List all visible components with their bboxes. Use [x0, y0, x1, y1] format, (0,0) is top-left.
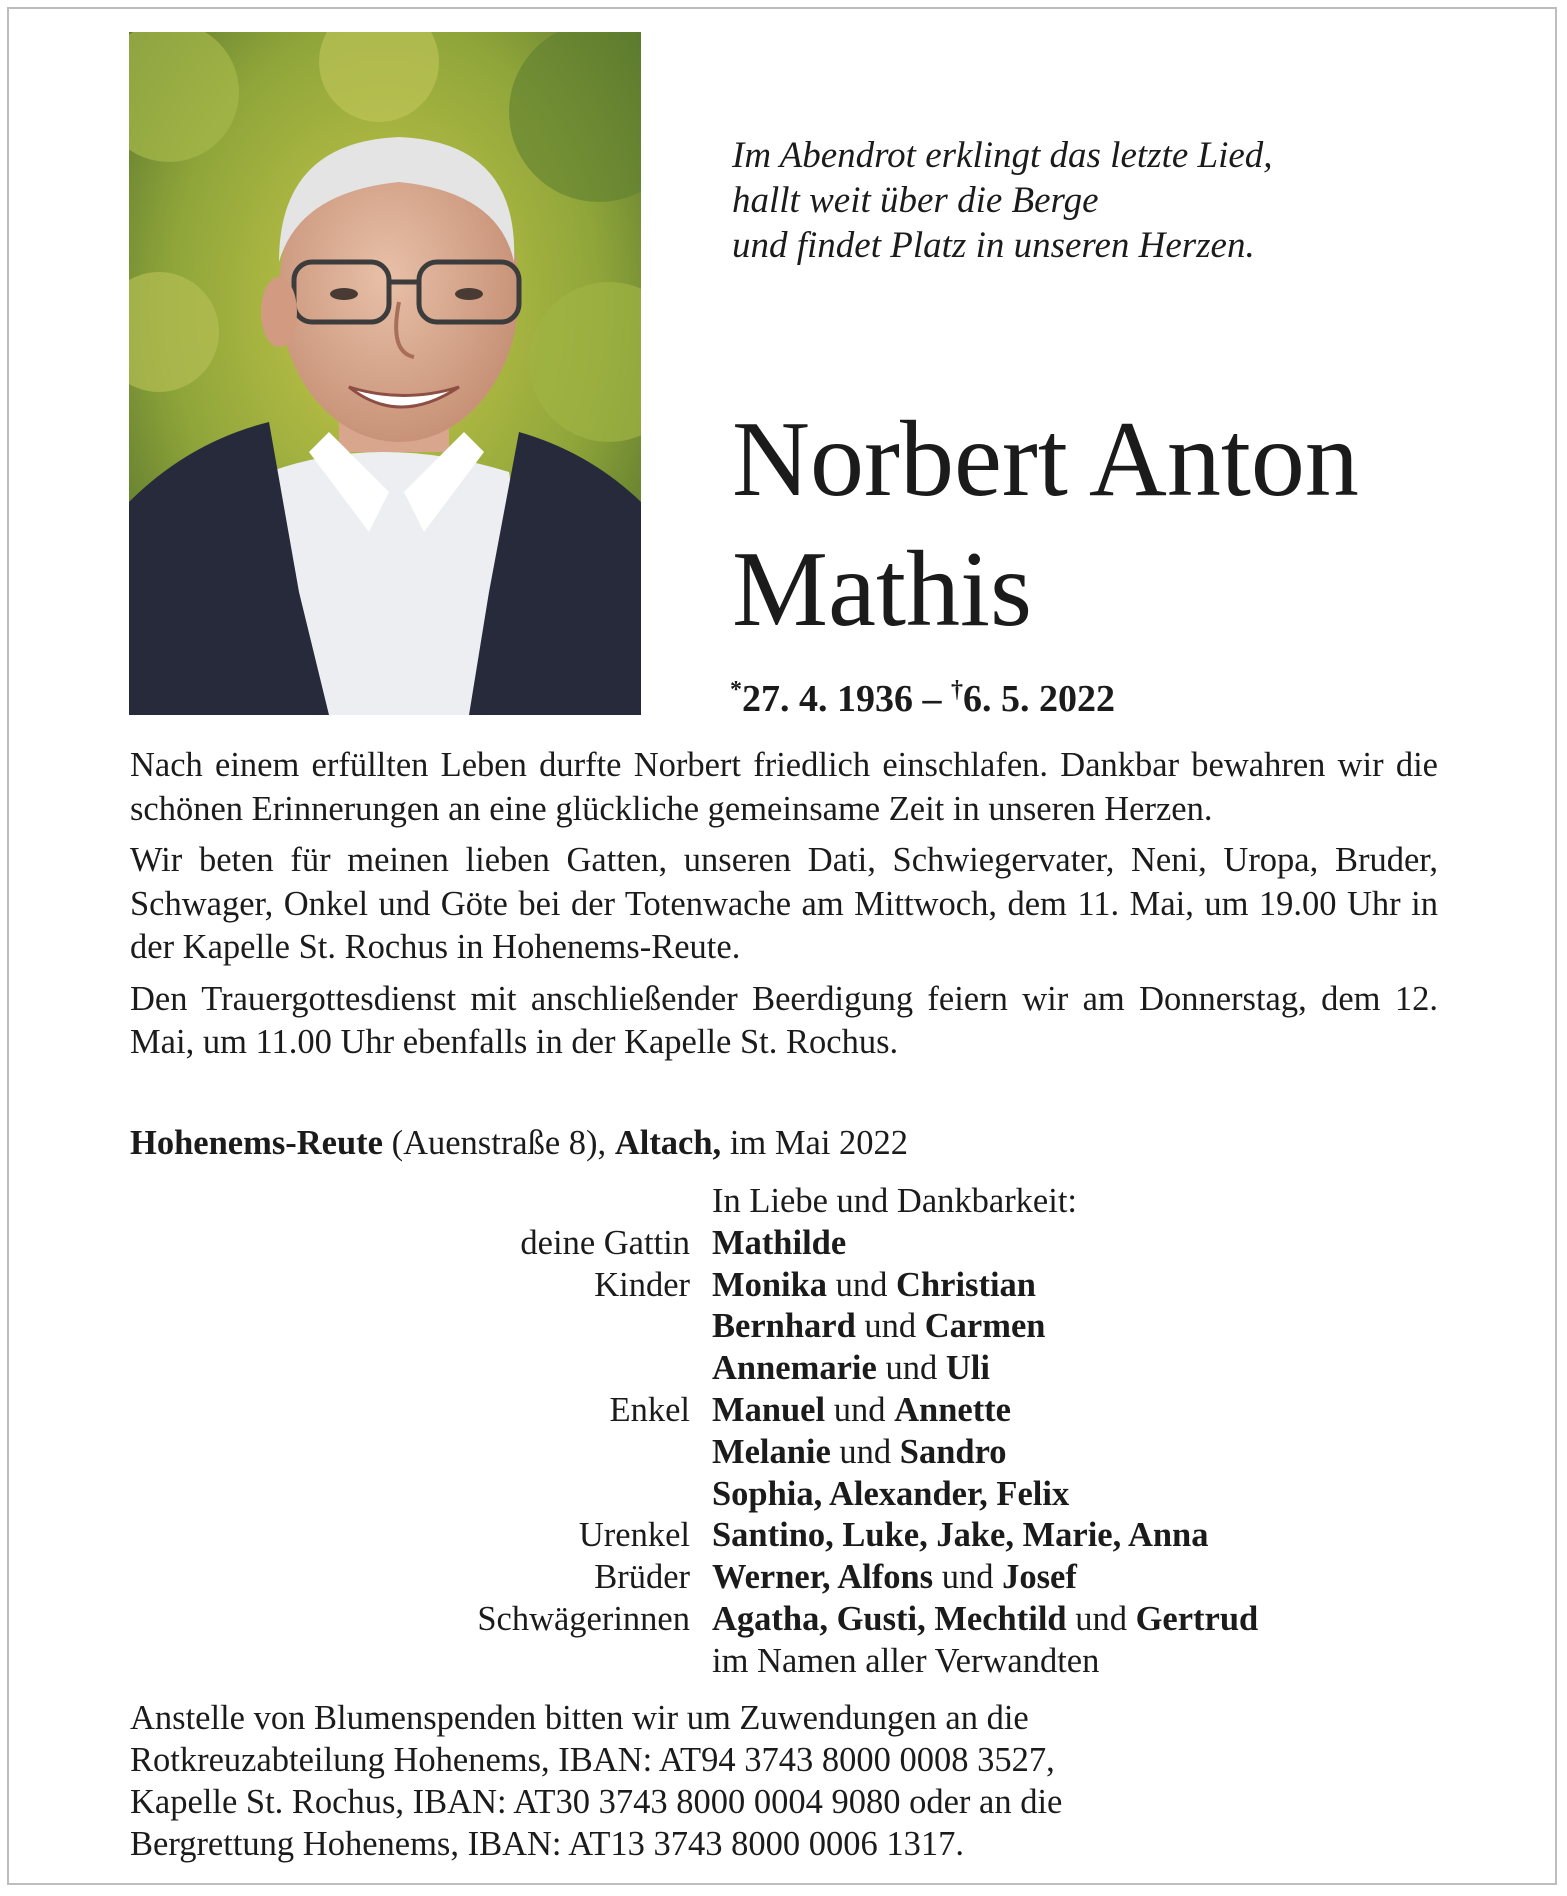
mourner-relation	[130, 1306, 712, 1348]
mourner-row	[130, 1515, 1450, 1557]
mourner-connector: und	[825, 1390, 895, 1429]
mourner-relation	[130, 1474, 712, 1516]
mourner-name: Agatha, Gusti, Mechtild	[712, 1599, 1067, 1638]
notice-paragraph: Den Trauergottesdienst mit anschließender Beerdigung feiern wir am Donnerstag, dem 12. Mai, um 11.00 Uhr ebenfalls in der Kapelle St. Rochus.	[130, 979, 1438, 1061]
mourner-connector: und	[855, 1307, 925, 1346]
mourner-row	[130, 1265, 1450, 1307]
place-town-2: Altach,	[614, 1124, 722, 1162]
mourner-name: Annette	[894, 1390, 1011, 1429]
mourner-relation	[130, 1348, 712, 1390]
mourner-names	[712, 1223, 846, 1265]
deceased-name	[732, 395, 1359, 655]
mourner-name: Carmen	[924, 1307, 1046, 1346]
donation-line: Anstelle von Blumenspenden bitten wir um Zuwendungen an die	[130, 1699, 1029, 1737]
mourner-row	[130, 1474, 1450, 1516]
mourner-relation: Kinder	[594, 1265, 690, 1304]
place-date-line	[130, 1121, 908, 1165]
name-line-2: Mathis	[732, 530, 1033, 649]
mourner-row	[130, 1306, 1450, 1348]
mourner-relation: deine Gattin	[520, 1223, 690, 1262]
mourner-relation: Urenkel	[578, 1516, 690, 1555]
mourner-names	[712, 1515, 1209, 1557]
place-address: (Auenstraße 8),	[382, 1124, 615, 1162]
mourner-relation: Brüder	[594, 1558, 690, 1597]
verse-line: und findet Platz in unseren Herzen.	[732, 225, 1255, 266]
death-mark: †	[951, 677, 963, 703]
mourner-connector: und	[830, 1432, 900, 1471]
mourner-name: Annemarie	[712, 1349, 877, 1388]
mourner-names	[712, 1348, 990, 1390]
portrait-illustration	[129, 32, 641, 715]
mourner-names	[712, 1599, 1258, 1641]
donation-line: Bergrettung Hohenems, IBAN: AT13 3743 8000 0006 1317.	[130, 1825, 965, 1863]
donation-line: Kapelle St. Rochus, IBAN: AT30 3743 8000 0004 9080 oder an die	[130, 1783, 1063, 1821]
notice-text	[130, 744, 1438, 1073]
place-date: im Mai 2022	[721, 1124, 909, 1162]
mourner-name: Werner, Alfons	[712, 1558, 934, 1597]
mourners-intro: In Liebe und Dankbarkeit:	[712, 1182, 1077, 1220]
mourners-intro-row	[130, 1181, 1450, 1223]
mourner-name: Mathilde	[712, 1223, 847, 1262]
mourner-name: Gertrud	[1135, 1599, 1259, 1638]
mourner-names	[712, 1265, 1036, 1307]
birth-date: 27. 4. 1936	[742, 678, 913, 720]
name-line-1: Norbert Anton	[732, 400, 1359, 519]
mourner-relation	[130, 1432, 712, 1474]
death-date: 6. 5. 2022	[963, 678, 1115, 720]
mourner-connector: und	[876, 1349, 946, 1388]
notice-paragraph: Nach einem erfüllten Leben durfte Norbert friedlich einschlafen. Dankbar bewahren wir die schönen Erinnerungen an eine glückliche gemeinsame Zeit in unseren Herzen.	[130, 746, 1438, 828]
date-dash: –	[922, 678, 942, 720]
donation-note	[130, 1697, 1280, 1865]
mourner-names	[712, 1306, 1045, 1348]
mourner-relation: Schwägerinnen	[477, 1599, 690, 1638]
mourner-names	[712, 1474, 1069, 1516]
mourner-name: Manuel	[712, 1390, 826, 1429]
mourner-name: Christian	[896, 1265, 1036, 1304]
memorial-verse	[732, 133, 1452, 268]
mourner-row	[130, 1223, 1450, 1265]
mourner-name: Santino, Luke, Jake, Marie, Anna	[712, 1516, 1209, 1555]
mourner-names	[712, 1557, 1077, 1599]
donation-line: Rotkreuzabteilung Hohenems, IBAN: AT94 3743 8000 0008 3527,	[130, 1741, 1055, 1779]
mourner-connector: und	[827, 1265, 897, 1304]
mourner-relation: Enkel	[609, 1390, 690, 1429]
mourner-names	[712, 1432, 1007, 1474]
mourners-closing: im Namen aller Verwandten	[712, 1641, 1100, 1680]
mourner-row	[130, 1432, 1450, 1474]
mourner-row	[130, 1557, 1450, 1599]
mourner-connector: und	[933, 1558, 1003, 1597]
mourner-row	[130, 1348, 1450, 1390]
mourner-name: Bernhard	[712, 1307, 856, 1346]
mourner-name: Melanie	[712, 1432, 831, 1471]
mourner-name: Uli	[945, 1349, 990, 1388]
mourner-row	[130, 1599, 1450, 1641]
portrait-photo	[129, 32, 641, 715]
mourners-closing-row	[130, 1641, 1450, 1683]
mourner-names	[712, 1390, 1011, 1432]
verse-line: hallt weit über die Berge	[732, 180, 1099, 221]
birth-mark: *	[730, 677, 742, 703]
mourner-name: Sandro	[899, 1432, 1007, 1471]
mourner-name: Monika	[712, 1265, 828, 1304]
mourner-name: Sophia, Alexander, Felix	[712, 1474, 1070, 1513]
notice-paragraph: Wir beten für meinen lieben Gatten, unseren Dati, Schwiegervater, Neni, Uropa, Bruder, Schwager, Onkel und Göte bei der Totenwache am Mittwoch, dem 11. Mai, um 19.00 Uhr in der Kapelle St. Rochus in Hohenems-Reute.	[130, 841, 1438, 966]
mourner-name: Josef	[1002, 1558, 1077, 1597]
life-dates	[730, 666, 1115, 723]
verse-line: Im Abendrot erklingt das letzte Lied,	[732, 135, 1273, 176]
mourner-connector: und	[1066, 1599, 1136, 1638]
mourners-list	[130, 1181, 1450, 1683]
place-town-1: Hohenems-Reute	[130, 1124, 383, 1162]
mourner-row	[130, 1390, 1450, 1432]
